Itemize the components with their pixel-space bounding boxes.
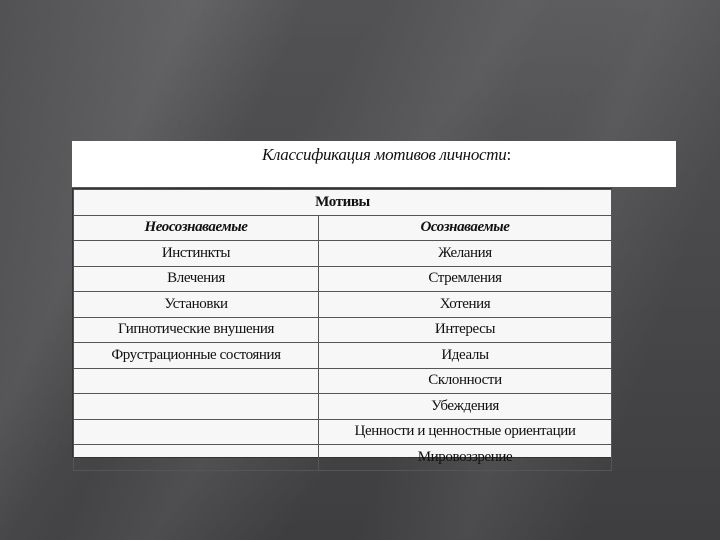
column-header-conscious: Осознаваемые [319,215,612,241]
motives-table [73,189,612,471]
table-cell-unconscious [74,419,319,445]
table-row [74,445,612,471]
table-cell-unconscious: Фрустрационные состояния [74,343,319,369]
table-cell-conscious: Желания [319,241,612,267]
table-cell-conscious: Ценности и ценностные ориентации [319,419,612,445]
slide-title [262,145,511,165]
table-cell-conscious: Интересы [319,317,612,343]
column-header-unconscious: Неосознаваемые [74,215,319,241]
table-cell-conscious: Стремления [319,266,612,292]
table-cell-conscious: Мировоззрение [319,445,612,471]
slide-title-colon: : [506,145,511,164]
table-cell-unconscious: Инстинкты [74,241,319,267]
table-row [74,266,612,292]
table-row [74,241,612,267]
table-cell-conscious: Убеждения [319,394,612,420]
motives-table-container [72,188,612,465]
table-cell-unconscious: Влечения [74,266,319,292]
table-row [74,292,612,318]
table-row [74,343,612,369]
motives-table-body [74,190,612,471]
table-column-header-row [74,215,612,241]
table-row [74,317,612,343]
table-cell-unconscious [74,394,319,420]
table-cell-conscious: Хотения [319,292,612,318]
table-header-motives: Мотивы [74,190,612,216]
table-row [74,394,612,420]
table-cell-unconscious [74,445,319,471]
table-cell-conscious: Склонности [319,368,612,394]
table-cell-unconscious [74,368,319,394]
table-cell-unconscious: Установки [74,292,319,318]
table-row [74,368,612,394]
table-header-row [74,190,612,216]
table-cell-unconscious: Гипнотические внушения [74,317,319,343]
table-row [74,419,612,445]
table-cell-conscious: Идеалы [319,343,612,369]
slide-title-text: Классификация мотивов личности [262,145,507,164]
